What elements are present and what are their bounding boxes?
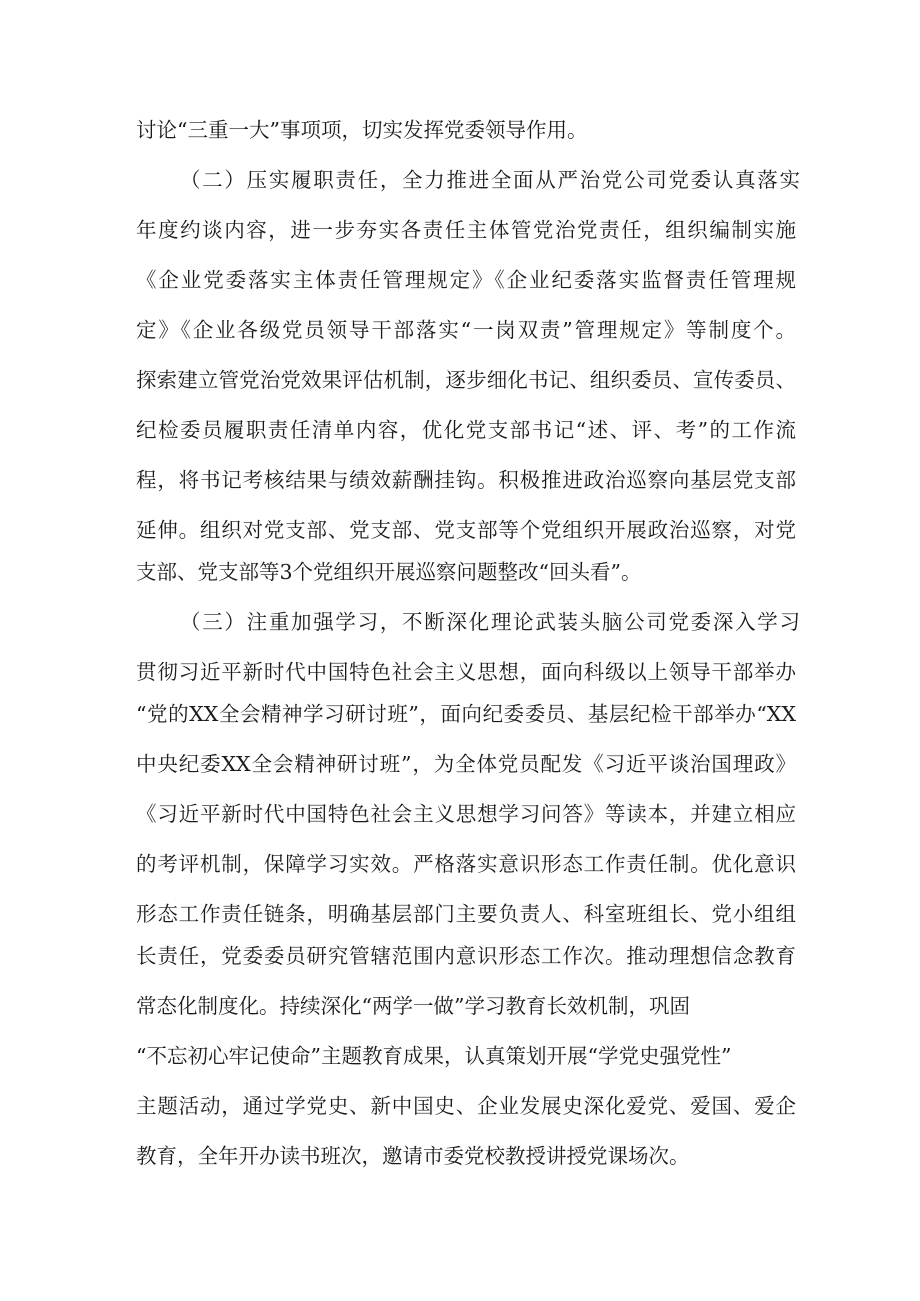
text-line: 中央纪委XX全会精神研讨班”，为全体党员配发《习近平谈治国理政》: [136, 752, 796, 776]
text-line: 长责任，党委委员研究管辖范围内意识形态工作次。推动理想信念教育: [136, 944, 796, 968]
text-line: 《企业党委落实主体责任管理规定》《企业纪委落实监督责任管理规: [136, 268, 796, 292]
text-line: “不忘初心牢记使命”主题教育成果，认真策划开展“学党史强党性”: [136, 1044, 732, 1068]
text-line: 讨论“三重一大”事项项，切实发挥党委领导作用。: [136, 118, 588, 142]
text-line: 常态化制度化。持续深化“两学一做”学习教育长效机制，巩固: [136, 994, 690, 1018]
text-line: 纪检委员履职责任清单内容，优化党支部书记“述、评、考”的工作流: [136, 418, 796, 442]
text-line: 延伸。组织对党支部、党支部、党支部等个党组织开展政治巡察，对党: [136, 518, 796, 542]
text-line: 《习近平新时代中国特色社会主义思想学习问答》等读本，并建立相应: [136, 802, 796, 826]
text-line: 支部、党支部等3个党组织开展巡察问题整改“回头看”。: [136, 560, 642, 584]
text-line: 教育，全年开办读书班次，邀请市委党校教授讲授党课场次。: [136, 1144, 690, 1168]
text-line: 贯彻习近平新时代中国特色社会主义思想，面向科级以上领导干部举办: [136, 660, 796, 684]
text-line: 程，将书记考核结果与绩效薪酬挂钩。积极推进政治巡察向基层党支部: [136, 468, 796, 492]
text-line: 的考评机制，保障学习实效。严格落实意识形态工作责任制。优化意识: [136, 852, 796, 876]
text-line: 探索建立管党治党效果评估机制，逐步细化书记、组织委员、宣传委员、: [136, 368, 796, 392]
text-line: 形态工作责任链条，明确基层部门主要负责人、科室班组长、党小组组: [136, 902, 796, 926]
text-line-paragraph-3-start: （三）注重加强学习，不断深化理论武装头脑公司党委深入学习: [180, 610, 800, 634]
text-line: 定》《企业各级党员领导干部落实“一岗双责”管理规定》等制度个。: [136, 318, 796, 342]
text-line-paragraph-2-start: （二）压实履职责任，全力推进全面从严治党公司党委认真落实: [180, 168, 800, 192]
text-line: 年度约谈内容，进一步夯实各责任主体管党治党责任，组织编制实施: [136, 218, 796, 242]
text-line: “党的XX全会精神学习研讨班”，面向纪委委员、基层纪检干部举办“XX: [136, 702, 796, 726]
text-line: 主题活动，通过学党史、新中国史、企业发展史深化爱党、爱国、爱企: [136, 1094, 796, 1118]
